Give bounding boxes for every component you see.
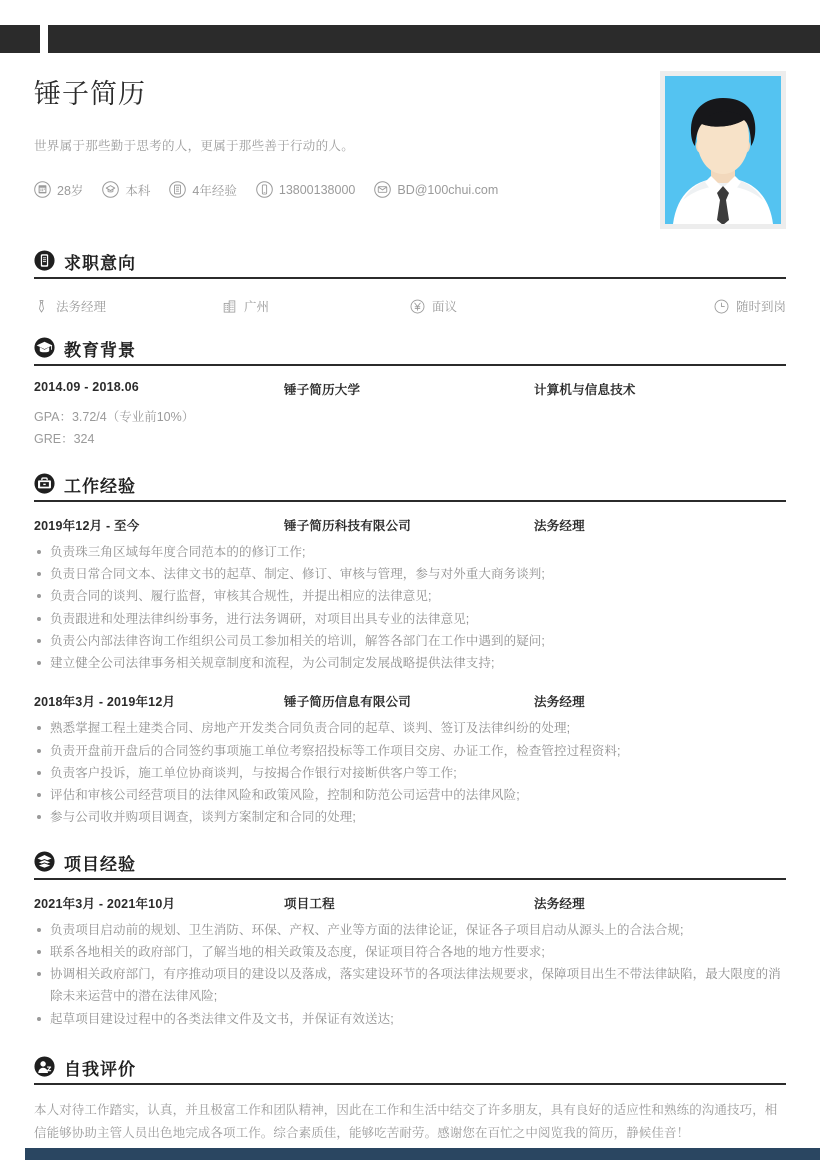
section-header — [34, 1056, 786, 1085]
document-list-icon — [34, 250, 55, 271]
section-project-experience — [34, 851, 786, 1030]
entry-date: 2021年3月 - 2021年10月 — [34, 896, 176, 911]
project-entry — [34, 894, 786, 1030]
meta-item-age — [34, 181, 83, 199]
tie-icon — [34, 299, 49, 314]
entry-header — [34, 692, 786, 710]
entry-date: 2019年12月 - 至今 — [34, 518, 140, 533]
objective-label-city: 广州 — [244, 300, 270, 314]
entry-role: 法务经理 — [534, 518, 585, 533]
layers-icon — [34, 851, 55, 872]
education-detail-gre: GRE：324 — [34, 431, 95, 446]
avatar — [660, 71, 786, 229]
top-bar-gap — [40, 25, 48, 53]
list-item: 协调相关政府部门，有序推动项目的建设以及落成，落实建设环节的各项法律法规要求，保障项目出生不带法律缺陷，最大限度的消除未来运营中的潜在法律风险; — [34, 963, 786, 1008]
entry-role: 法务经理 — [534, 695, 585, 710]
objective-label-position: 法务经理 — [56, 300, 107, 314]
work-entry — [34, 516, 786, 675]
education-entry — [34, 380, 786, 451]
section-work-experience — [34, 473, 786, 829]
meta-label-age: 28岁 — [57, 183, 84, 198]
list-item: 参与公司收并购项目调查，谈判方案制定和合同的处理; — [34, 806, 786, 828]
objective-item-city — [222, 297, 410, 315]
list-item: 负责合同的谈判、履行监督，审核其合规性，并提出相应的法律意见; — [34, 585, 786, 607]
entry-bullets — [34, 717, 786, 828]
entry-bullets — [34, 541, 786, 675]
section-title: 教育背景 — [64, 341, 136, 361]
entry-role: 计算机与信息技术 — [534, 383, 636, 397]
document-icon — [169, 181, 186, 198]
meta-label-phone: 13800138000 — [278, 182, 356, 197]
meta-label-experience: 4年经验 — [192, 183, 237, 198]
section-title: 自我评价 — [64, 1059, 136, 1079]
building-icon — [222, 299, 237, 314]
meta-item-email — [374, 181, 498, 198]
top-bar-right-block — [48, 25, 820, 53]
entry-bullets — [34, 919, 786, 1030]
calendar-icon — [34, 181, 51, 198]
graduation-cap-icon — [34, 337, 55, 358]
meta-item-phone — [256, 181, 355, 198]
list-item: 负责开盘前开盘后的合同签约事项施工单位考察招投标等工作项目交房、办证工作，检查管控过程资料; — [34, 740, 786, 762]
work-entry — [34, 692, 786, 828]
entry-header — [34, 516, 786, 534]
mail-icon — [374, 181, 391, 198]
entry-header — [34, 894, 786, 912]
section-title: 项目经验 — [64, 854, 136, 874]
objective-label-availability: 随时到岗 — [735, 300, 786, 314]
entry-date: 2014.09 - 2018.06 — [34, 380, 139, 394]
avatar-image — [665, 76, 781, 224]
section-header — [34, 851, 786, 880]
phone-icon — [256, 181, 273, 198]
list-item: 评估和审核公司经营项目的法律风险和政策风险，控制和防范公司运营中的法律风险; — [34, 784, 786, 806]
list-item: 负责跟进和处理法律纠纷事务，进行法务调研，对项目出具专业的法律意见; — [34, 608, 786, 630]
education-detail-gpa: GPA：3.72/4（专业前10%） — [34, 410, 195, 424]
top-bar-left-block — [0, 25, 40, 53]
list-item: 负责公内部法律咨询工作组织公司员工参加相关的培训，解答各部门在工作中遇到的疑问; — [34, 630, 786, 652]
entry-org: 锤子简历信息有限公司 — [284, 695, 412, 710]
meta-item-experience — [169, 181, 236, 199]
meta-label-email: BD@100chui.com — [397, 182, 499, 197]
objective-items — [34, 297, 786, 315]
entry-org: 锤子简历科技有限公司 — [284, 518, 412, 533]
list-item: 负责项目启动前的规划、卫生消防、环保、产权、产业等方面的法律论证，保证各子项目启动从源头上的合法合规; — [34, 919, 786, 941]
section-title: 工作经验 — [64, 476, 136, 496]
top-decoration-bar — [0, 25, 820, 53]
list-item: 起草项目建设过程中的各类法律文件及文书，并保证有效送达; — [34, 1008, 786, 1030]
education-cap-icon — [102, 181, 119, 198]
list-item: 负责客户投诉，施工单位协商谈判，与按揭合作银行对接断供客户等工作; — [34, 762, 786, 784]
section-title: 求职意向 — [64, 254, 136, 274]
clock-icon — [714, 299, 729, 314]
bottom-decoration-bar — [25, 1148, 820, 1160]
section-job-objective — [34, 250, 786, 315]
meta-item-degree — [102, 181, 150, 199]
objective-item-salary — [410, 297, 598, 315]
entry-header — [34, 380, 786, 398]
self-evaluation-text: 本人对待工作踏实，认真，并且极富工作和团队精神，因此在工作和生活中结交了许多朋友，具有良好的适应性和熟练的沟通技巧，相信能够协助主管人员出色地完成各项工作。综合素质佳，能够吃苦耐劳。感谢您在百忙之中阅览我的简历，静候佳音！ — [34, 1102, 778, 1140]
section-header — [34, 337, 786, 366]
list-item: 负责日常合同文本、法律文书的起草、制定、修订、审核与管理，参与对外重大商务谈判; — [34, 563, 786, 585]
resume-content — [0, 53, 820, 1145]
list-item: 熟悉掌握工程土建类合同、房地产开发类合同负责合同的起草、谈判、签订及法律纠纷的处理; — [34, 717, 786, 739]
entry-org: 锤子简历大学 — [284, 383, 361, 397]
objective-item-position — [34, 297, 222, 315]
page-title: 锤子简历 — [34, 79, 146, 109]
entry-role: 法务经理 — [534, 896, 585, 911]
meta-label-degree: 本科 — [125, 183, 151, 198]
list-item: 负责珠三角区域每年度合同范本的的修订工作; — [34, 541, 786, 563]
person-icon — [34, 1056, 55, 1077]
list-item: 建立健全公司法律事务相关规章制度和流程，为公司制定发展战略提供法律支持; — [34, 652, 786, 674]
section-header — [34, 250, 786, 279]
yen-icon — [410, 299, 425, 314]
motto-text: 世界属于那些勤于思考的人，更属于那些善于行动的人。 — [34, 138, 355, 153]
objective-item-availability — [598, 297, 786, 315]
section-education — [34, 337, 786, 451]
list-item: 联系各地相关的政府部门，了解当地的相关政策及态度，保证项目符合各地的地方性要求; — [34, 941, 786, 963]
objective-label-salary: 面议 — [432, 300, 458, 314]
entry-date: 2018年3月 - 2019年12月 — [34, 695, 176, 710]
section-header — [34, 473, 786, 502]
entry-org: 项目工程 — [284, 896, 335, 911]
identity-header — [34, 53, 786, 228]
section-self-evaluation — [34, 1056, 786, 1145]
briefcase-icon — [34, 473, 55, 494]
